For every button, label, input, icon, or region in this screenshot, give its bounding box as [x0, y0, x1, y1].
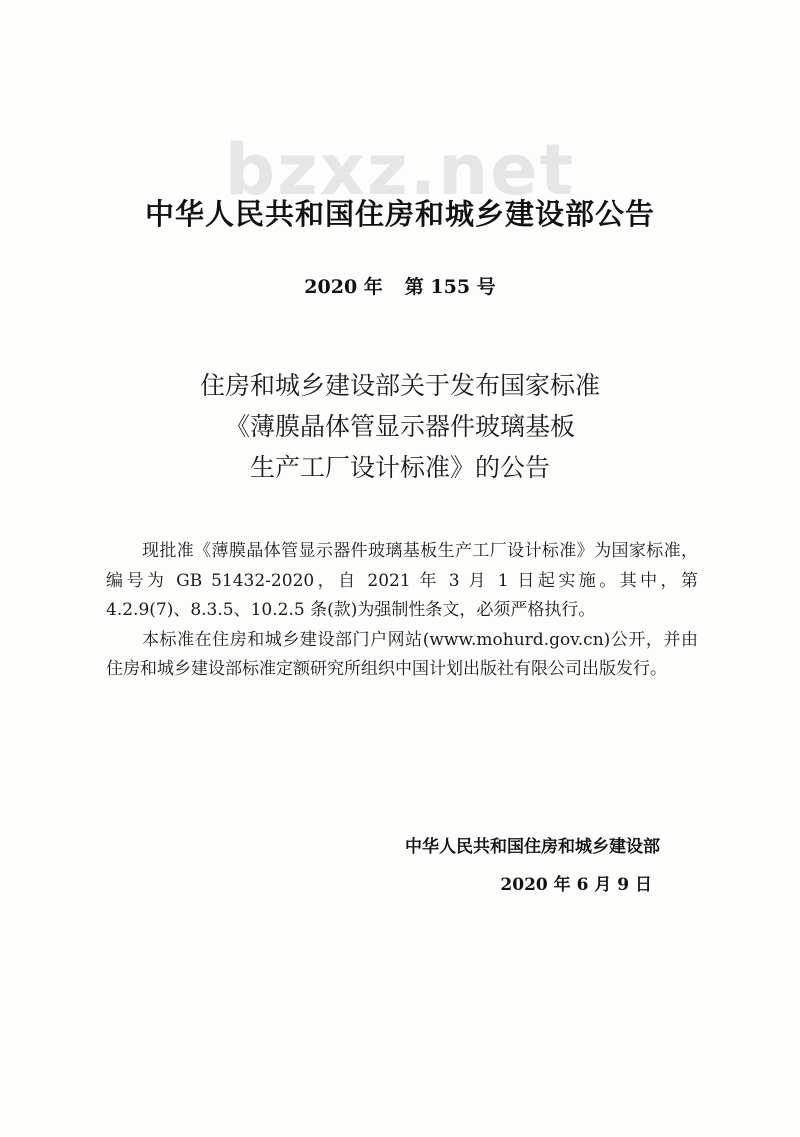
body-paragraph-2: 本标准在住房和城乡建设部门户网站(www.mohurd.gov.cn)公开，并由住房和城乡建设部标准定额研究所组织中国计划出版社有限公司出版发行。 — [106, 629, 698, 679]
issue-date: 2020 年 6 月 9 日 — [500, 875, 652, 895]
announcement-year: 2020 年 — [304, 276, 383, 298]
body-paragraph-1: 现批准《薄膜晶体管显示器件玻璃基板生产工厂设计标准》为国家标准，编号为 GB 51432-2020，自 2021 年 3 月 1 日起实施。其中，第 4.2.9(7)、8.3.5、10.2.5 条(款)为强制性条文，必须严格执行。 — [106, 541, 698, 620]
issuing-organization: 中华人民共和国住房和城乡建设部 — [405, 837, 660, 857]
notice-heading-line-1: 住房和城乡建设部关于发布国家标准 — [199, 371, 600, 400]
announcement-issue: 第 155 号 — [404, 276, 496, 298]
announcement-number — [0, 272, 800, 299]
notice-heading-line-3: 生产工厂设计标准》的公告 — [249, 453, 550, 482]
notice-heading — [0, 365, 800, 488]
watermark: bzxz.net — [224, 129, 576, 211]
notice-heading-line-2: 《薄膜晶体管显示器件玻璃基板 — [224, 412, 575, 441]
page-title: 中华人民共和国住房和城乡建设部公告 — [144, 197, 655, 231]
notice-body — [106, 537, 698, 685]
